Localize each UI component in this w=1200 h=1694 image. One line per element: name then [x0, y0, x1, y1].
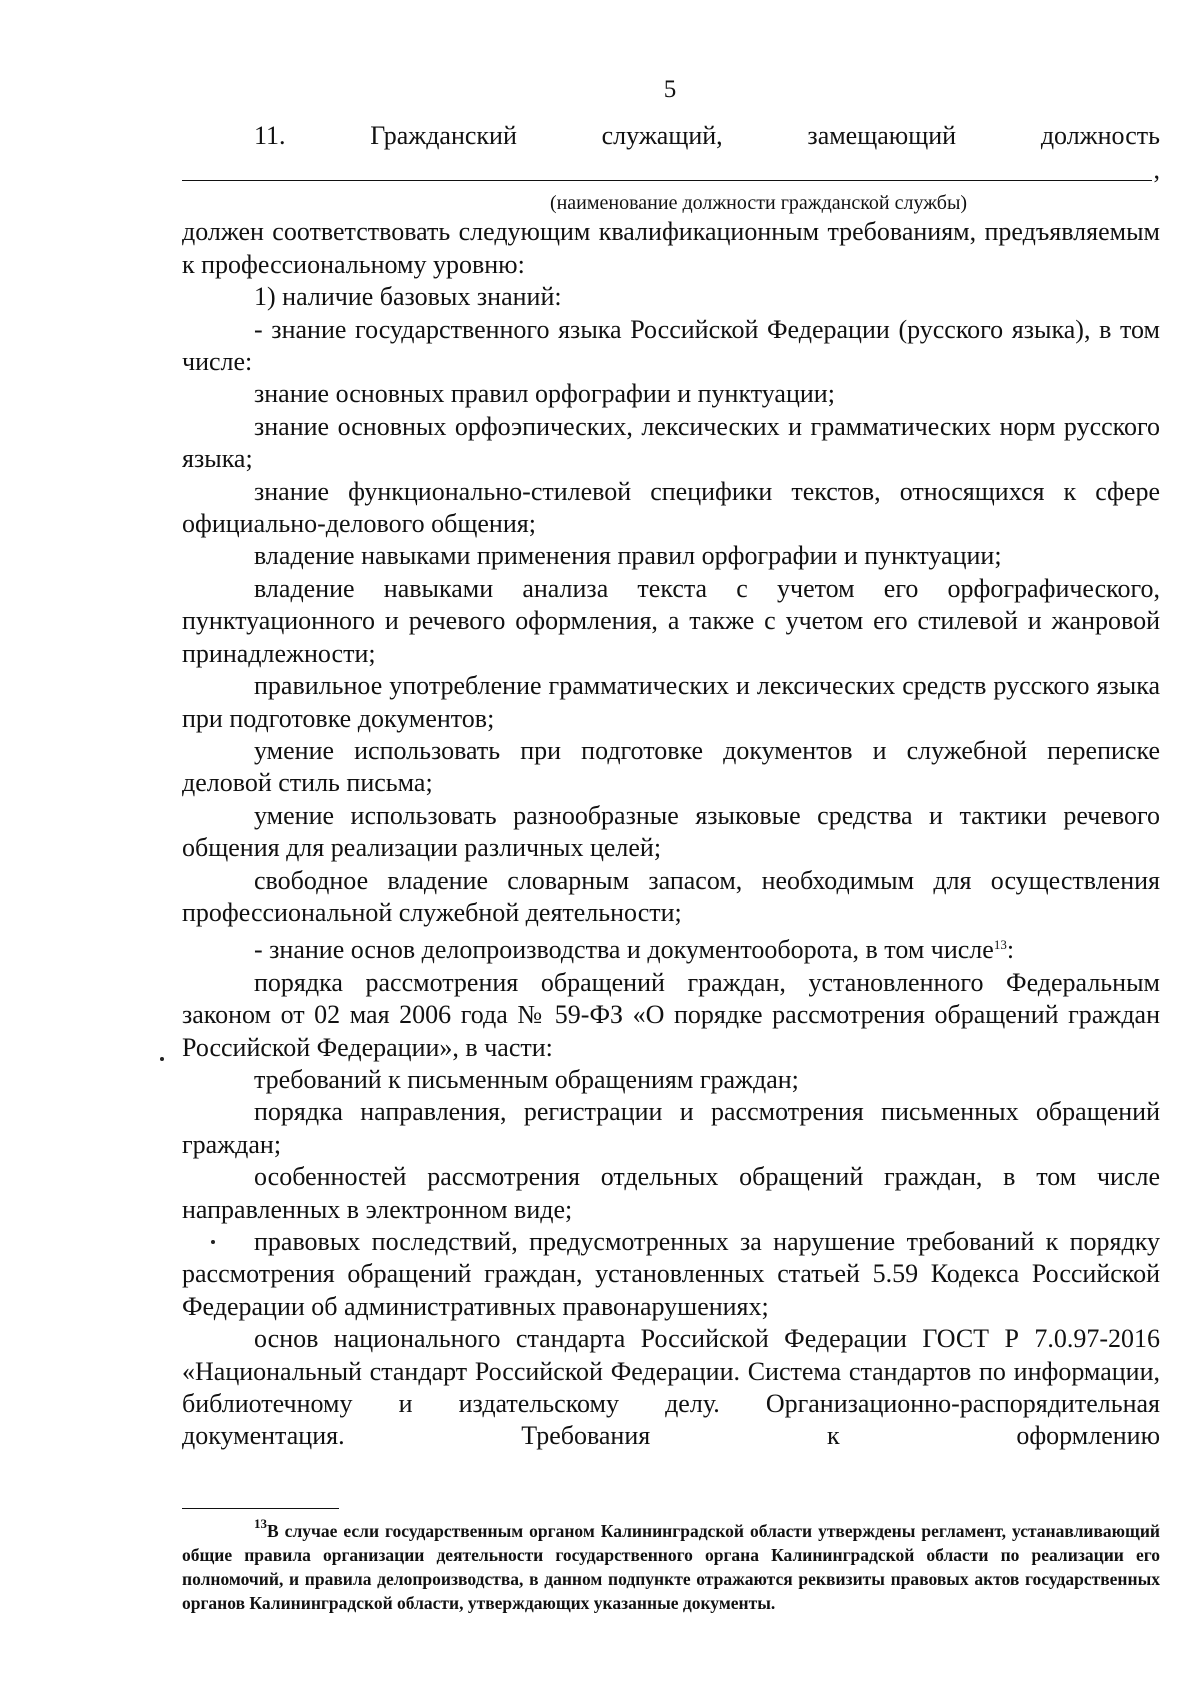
paragraph: знание функционально-стилевой специфики текстов, относящихся к сфере официально-делового общения;: [182, 476, 1160, 539]
scan-speck: [160, 1057, 164, 1061]
heading-word: 11.: [254, 121, 286, 150]
paragraph-text: - знание основ делопроизводства и документооборота, в том числе: [254, 935, 994, 965]
heading-line: [182, 120, 1160, 152]
paragraph: владение навыками анализа текста с учетом его орфографического, пунктуационного и речевого оформления, а также с учетом его стилевой и жанровой принадлежности;: [182, 573, 1160, 668]
paragraph: умение использовать при подготовке документов и служебной переписке деловой стиль письма;: [182, 735, 1160, 798]
paragraph: владение навыками применения правил орфографии и пунктуации;: [254, 541, 1002, 571]
heading-word: Гражданский: [370, 121, 517, 150]
paragraph: требований к письменным обращениям граждан;: [254, 1064, 799, 1094]
footnote-text: [182, 1512, 1160, 1615]
footnote-separator: [182, 1508, 339, 1509]
footnote-body: В случае если государственным органом Калининградской области утверждены регламент, устанавливающий общие правила организации деятельности государственного органа Калининградской области по реализации его полномочий, и правила делопроизводства, в данном подпункте отражаются реквизиты правовых актов государственных органов Калининградской области, утверждающих указанные документы.: [182, 1521, 1160, 1613]
heading-word: замещающий: [807, 121, 957, 150]
blank-caption: (наименование должности гражданской службы): [549, 192, 968, 215]
paragraph: основ национального стандарта Российской Федерации ГОСТ Р 7.0.97-2016 «Национальный стандарт Российской Федерации. Система стандартов по информации, библиотечному и издательскому делу. Организационно-распорядительная документация. Требования к оформлению: [182, 1324, 1160, 1451]
paragraph: 1) наличие базовых знаний:: [254, 282, 562, 312]
main-text: [182, 120, 1160, 1453]
position-blank-field: [182, 152, 1160, 188]
paragraph: знание основных орфоэпических, лексических и грамматических норм русского языка;: [182, 411, 1160, 474]
footnote-reference[interactable]: 13: [993, 937, 1007, 953]
page-number: 5: [663, 76, 677, 103]
paragraph: - знание государственного языка Российской Федерации (русского языка), в том числе:: [182, 314, 1160, 377]
paragraph: правильное употребление грамматических и лексических средств русского языка при подготовке документов;: [182, 671, 1160, 733]
scan-speck: [211, 1240, 215, 1244]
heading-word: должность: [1040, 121, 1160, 150]
paragraph: знание основных правил орфографии и пунктуации;: [254, 379, 835, 409]
blank-comma: ,: [1153, 155, 1160, 185]
paragraph-with-footnote: [182, 929, 1160, 966]
blank-underline: [182, 180, 1152, 181]
heading-word: служащий,: [601, 121, 723, 150]
paragraph: правовых последствий, предусмотренных за нарушение требований к порядку рассмотрения обращений граждан, установленных статьей 5.59 Кодекса Российской Федерации об административных правонарушениях;: [182, 1227, 1160, 1321]
paragraph: порядка рассмотрения обращений граждан, установленного Федеральным законом от 02 мая 2006 года № 59-ФЗ «О порядке рассмотрения обращений граждан Российской Федерации», в части:: [182, 967, 1160, 1062]
paragraph: должен соответствовать следующим квалификационным требованиям, предъявляемым к профессиональному уровню:: [182, 217, 1160, 279]
paragraph-colon: :: [1006, 935, 1015, 965]
paragraph: порядка направления, регистрации и рассмотрения письменных обращений граждан;: [182, 1097, 1160, 1159]
paragraph: умение использовать разнообразные языковые средства и тактики речевого общения для реализации различных целей;: [182, 800, 1160, 863]
paragraph: свободное владение словарным запасом, необходимым для осуществления профессиональной служебной деятельности;: [182, 865, 1160, 927]
footnote-marker: 13: [254, 1516, 267, 1531]
footnote: [182, 1512, 1160, 1615]
paragraph: особенностей рассмотрения отдельных обращений граждан, в том числе направленных в электронном виде;: [182, 1162, 1160, 1224]
